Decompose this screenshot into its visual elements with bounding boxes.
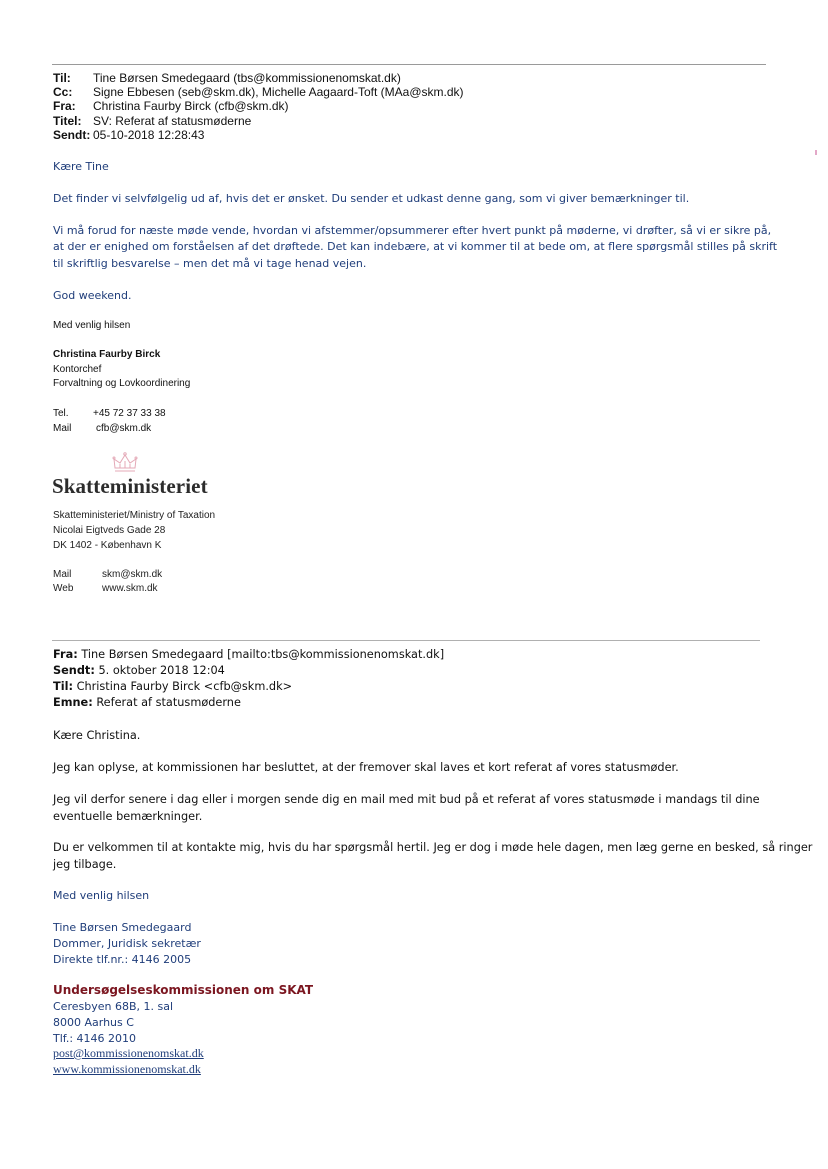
- subject-value: SV: Referat af statusmøderne: [93, 114, 252, 128]
- fwd-subject: [53, 696, 241, 709]
- header-to: [53, 71, 401, 85]
- from-label: Fra:: [53, 99, 76, 113]
- fwd-paragraph-2-line-2: eventuelle bemærkninger.: [53, 810, 203, 823]
- fwd-from-value: Tine Børsen Smedegaard [mailto:tbs@kommissionenomskat.dk]: [81, 648, 445, 661]
- skatteministeriet-logo: Skatteministeriet: [52, 474, 208, 498]
- fwd-from: [53, 648, 444, 661]
- sent-label: Sendt:: [53, 128, 91, 142]
- fwd-to-value: Christina Faurby Birck <cfb@skm.dk>: [76, 680, 293, 693]
- signature-org-name: Skatteministeriet/Ministry of Taxation: [53, 510, 216, 521]
- reply-closing: God weekend.: [53, 289, 132, 302]
- signature-city: DK 1402 - København K: [53, 540, 162, 551]
- signature-name: Christina Faurby Birck: [53, 349, 161, 360]
- reply-paragraph-2-line-3: til skriftlig besvarelse – men det må vi tage henad vejen.: [53, 257, 367, 270]
- fwd-sent-label: Sendt:: [53, 664, 95, 677]
- fwd-sent: [53, 664, 225, 677]
- fwd-to-label: Til:: [53, 680, 73, 693]
- scan-speck: [815, 150, 817, 155]
- commission-email-link[interactable]: post@kommissionenomskat.dk: [53, 1046, 204, 1060]
- signature-mail-label: Mail: [53, 423, 72, 434]
- fwd-signature-title: Dommer, Juridisk sekretær: [53, 937, 201, 950]
- fwd-regards: Med venlig hilsen: [53, 889, 150, 902]
- fwd-paragraph-3-line-1: Du er velkommen til at kontakte mig, hvis du har spørgsmål hertil. Jeg er dog i møde hele dagen, men læg gerne en besked, så ringer: [53, 841, 813, 854]
- fwd-to: [53, 680, 292, 693]
- fwd-sent-value: 5. oktober 2018 12:04: [98, 664, 225, 677]
- commission-phone: Tlf.: 4146 2010: [53, 1032, 137, 1045]
- signature-street: Nicolai Eigtveds Gade 28: [53, 525, 166, 536]
- header-from: [53, 99, 289, 113]
- reply-greeting: Kære Tine: [53, 160, 109, 173]
- signature-web-value: www.skm.dk: [102, 583, 158, 594]
- from-value: Christina Faurby Birck (cfb@skm.dk): [93, 99, 289, 113]
- signature-mail-value: cfb@skm.dk: [96, 423, 152, 434]
- signature-tel-label: Tel.: [53, 408, 69, 419]
- reply-paragraph-2-line-1: Vi må forud for næste møde vende, hvordan vi afstemmer/opsummerer efter hvert punkt på møderne, vi drøfter, så vi er sikre på,: [53, 224, 772, 237]
- fwd-paragraph-2-line-1: Jeg vil derfor senere i dag eller i morgen sende dig en mail med mit bud på et referat af vores statusmøde i mandags til dine: [53, 793, 760, 806]
- header-sent: [53, 128, 204, 142]
- reply-paragraph-1: Det finder vi selvfølgelig ud af, hvis det er ønsket. Du sender et udkast denne gang, som vi giver bemærkninger til.: [53, 192, 690, 205]
- subject-label: Titel:: [53, 114, 82, 128]
- cc-label: Cc:: [53, 85, 73, 99]
- header-cc: [53, 85, 464, 99]
- signature-department: Forvaltning og Lovkoordinering: [53, 378, 191, 389]
- cc-value: Signe Ebbesen (seb@skm.dk), Michelle Aagaard-Toft (MAa@skm.dk): [93, 85, 464, 99]
- fwd-subject-value: Referat af statusmøderne: [96, 696, 241, 709]
- fwd-greeting: Kære Christina.: [53, 729, 141, 742]
- fwd-from-label: Fra:: [53, 648, 78, 661]
- top-divider: [52, 64, 766, 65]
- to-value: Tine Børsen Smedegaard (tbs@kommissionenomskat.dk): [93, 71, 401, 85]
- signature-org-mail-label: Mail: [53, 569, 72, 580]
- signature-tel-value: +45 72 37 33 38: [93, 408, 166, 419]
- commission-address-2: 8000 Aarhus C: [53, 1016, 134, 1029]
- forward-divider: [52, 640, 760, 641]
- fwd-signature-phone: Direkte tlf.nr.: 4146 2005: [53, 953, 192, 966]
- commission-name: Undersøgelseskommissionen om SKAT: [53, 983, 314, 997]
- crown-icon: [112, 452, 138, 474]
- to-label: Til:: [53, 71, 71, 85]
- reply-paragraph-2-line-2: at der er enighed om forståelsen af det drøftede. Det kan indebære, at vi kommer til at bede om, at flere spørgsmål stilles på skrift: [53, 240, 778, 253]
- header-subject: [53, 114, 251, 128]
- signature-web-label: Web: [53, 583, 74, 594]
- commission-web-link[interactable]: www.kommissionenomskat.dk: [53, 1062, 201, 1076]
- reply-regards: Med venlig hilsen: [53, 320, 131, 331]
- fwd-subject-label: Emne:: [53, 696, 93, 709]
- signature-title: Kontorchef: [53, 364, 102, 375]
- fwd-paragraph-3-line-2: jeg tilbage.: [53, 858, 117, 871]
- commission-address-1: Ceresbyen 68B, 1. sal: [53, 1000, 174, 1013]
- signature-org-mail-value: skm@skm.dk: [102, 569, 163, 580]
- fwd-signature-name: Tine Børsen Smedegaard: [53, 921, 192, 934]
- fwd-paragraph-1: Jeg kan oplyse, at kommissionen har besluttet, at der fremover skal laves et kort referat af vores statusmøder.: [53, 761, 679, 774]
- sent-value: 05-10-2018 12:28:43: [93, 128, 205, 142]
